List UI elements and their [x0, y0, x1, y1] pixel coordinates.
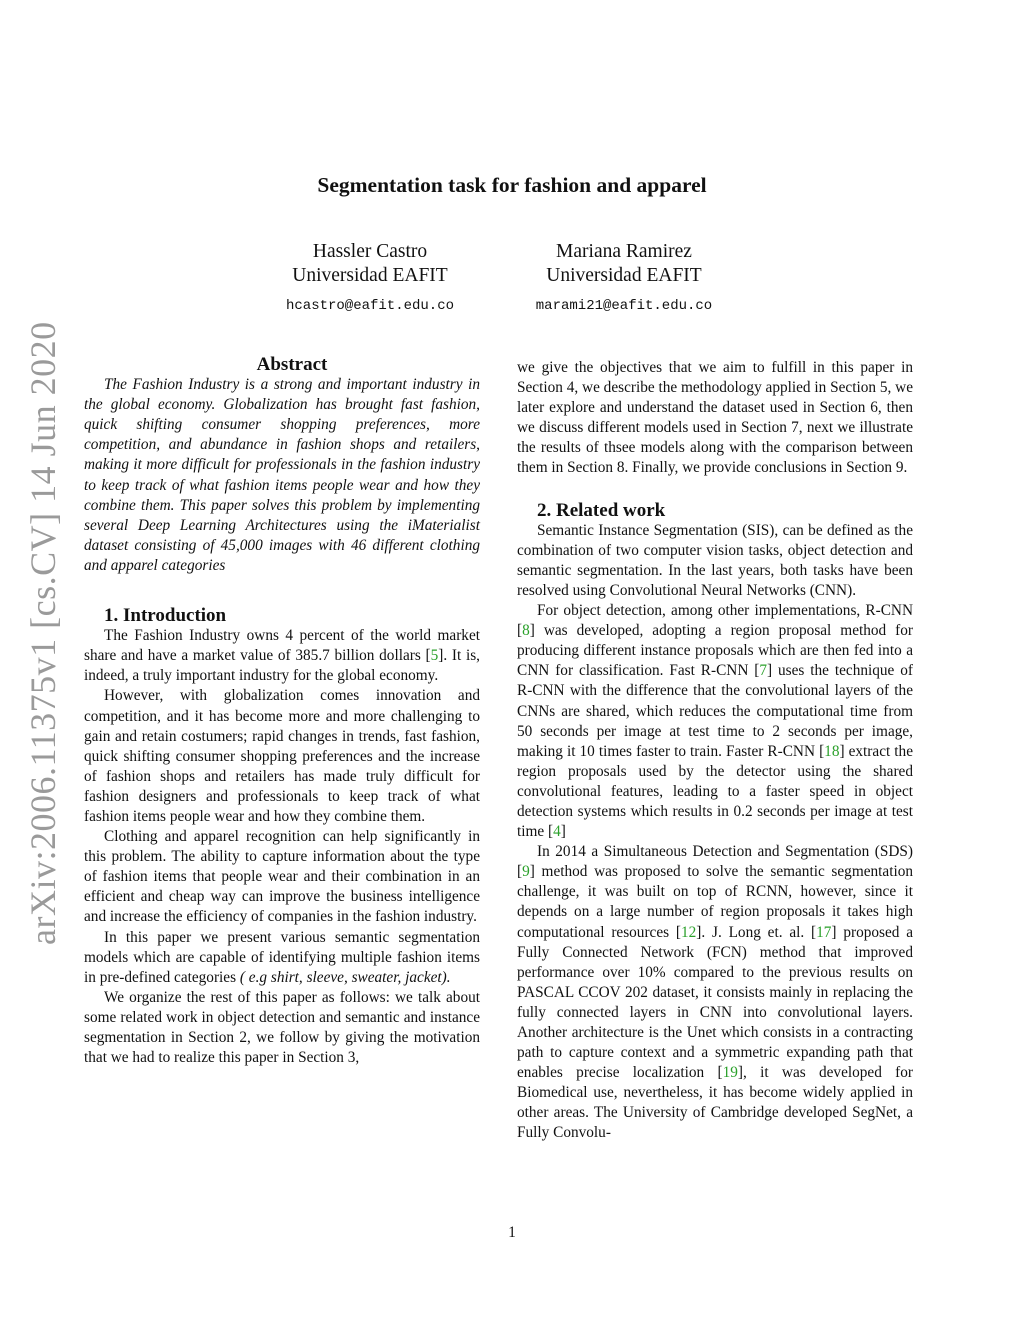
- author-affiliation: Universidad EAFIT: [546, 265, 702, 286]
- citation-link[interactable]: 8: [522, 622, 530, 640]
- intro-paragraph-3: Clothing and apparel recognition can help significantly in this problem. The ability to capture information about the type of fashion items that people wear and their combination in an efficient and cheap way can improve the business intelligence and increase the efficiency of companies in the fashion industry.: [84, 828, 480, 926]
- abstract-heading: Abstract: [256, 354, 328, 375]
- intro-paragraph-2: However, with globalization comes innovation and competition, and it has become more and more challenging to gain and retain costumers; rapid changes in trends, fast fashion, quick shifting consumer shopping preferences and the increase of fashion shops and retailers has made truly difficult for fashion designers and professionals to keep track of what fashion items people wear and how they combine them.: [84, 687, 480, 825]
- citation-link[interactable]: 7: [759, 662, 768, 680]
- author-block-2: [474, 240, 774, 318]
- author-name: Hassler Castro: [312, 241, 428, 262]
- left-column: [84, 355, 480, 1068]
- author-name: Mariana Ramirez: [556, 241, 692, 262]
- citation-link[interactable]: 4: [553, 823, 561, 841]
- citation-link[interactable]: 5: [430, 647, 439, 665]
- citation-link[interactable]: 17: [816, 923, 832, 941]
- section-heading-related-work: 2. Related work: [537, 499, 666, 521]
- intro-paragraph-5: We organize the rest of this paper as follows: we talk about some related work in object detection and semantic and instance segmentation in Section 2, we follow by giving the motivation that we had to realize this paper in Section 3,: [84, 988, 480, 1067]
- citation-link[interactable]: 19: [722, 1064, 738, 1082]
- intro-paragraph-4: In this paper we present various semantic segmentation models which are capable of identifying multiple fashion items in pre-defined categories ( e.g shirt, sleeve, sweater, jacket).: [84, 928, 480, 986]
- page-number: 1: [508, 1224, 516, 1241]
- author-affiliation: Universidad EAFIT: [292, 265, 448, 286]
- related-paragraph-1: Semantic Instance Segmentation (SIS), can be defined as the combination of two computer vision tasks, object detection and semantic segmentation. In the last years, both tasks have been resolved using Convolutional Neural Networks (CNN).: [517, 521, 913, 599]
- citation-link[interactable]: 18: [824, 742, 840, 760]
- intro-paragraph-1: The Fashion Industry owns 4 percent of the world market share and have a market value of 385.7 billion dollars [5]. It is, indeed, a truly important industry for the global economy.: [84, 627, 480, 685]
- intro-paragraph-5-continued: we give the objectives that we aim to fulfill in this paper in Section 4, we describe the methodology applied in Section 5, we later explore and understand the dataset used in Section 6, then we discuss different models used in Section 7, next we illustrate the results of thsee models along with the comparison between them in Section 8. Finally, we provide conclusions in Section 9.: [517, 359, 913, 477]
- paper-title: Segmentation task for fashion and apparel: [317, 173, 707, 197]
- right-column: [517, 358, 913, 1144]
- author-email[interactable]: marami21@eafit.edu.co: [535, 298, 713, 314]
- section-heading-introduction: 1. Introduction: [104, 605, 227, 627]
- author-email[interactable]: hcastro@eafit.edu.co: [285, 298, 455, 314]
- citation-link[interactable]: 9: [522, 863, 530, 881]
- related-paragraph-3: In 2014 a Simultaneous Detection and Segmentation (SDS) [9] method was proposed to solve the semantic segmentation challenge, it was built on top of RCNN, however, since it depends on a large number of region proposals it takes high computational resources [12]. J. Long et. al. [17] proposed a Fully Connected Network (FCN) method that improved performance over 10% compared to the previous results on PASCAL CCOV 202 dataset, it consists mainly in replacing the fully connected layers in CNN into convolutional layers. Another architecture is the Unet which consists in a contracting path to capture context and a symmetric expanding path that enables precise localization [19], it was developed for Biomedical use, nevertheless, it has become widely applied in other areas. The University of Cambridge developed SegNet, a Fully Convolu-: [517, 843, 913, 1142]
- abstract-text: The Fashion Industry is a strong and important industry in the global economy. Globalization has brought fast fashion, quick shifting consumer shopping preferences, more competition, and abundance in fashion shops and retailers, making it more difficult for professionals in the fashion industry to keep track of what fashion items people wear and how they combine them. This paper solves this problem by implementing several Deep Learning Architectures using the iMaterialist dataset consisting of 45,000 images with 46 different clothing and apparel categories: [84, 376, 480, 574]
- related-paragraph-2: For object detection, among other implementations, R-CNN [8] was developed, adopting a region proposal method for producing different instance proposals which are then fed into a CNN for classification. Fast R-CNN [7] uses the technique of R-CNN with the difference that the convolutional layers of the CNNs are shared, which reduces the computational time from 50 seconds per image at test time to 2 seconds per image, making it 10 times faster to train. Faster R-CNN [18] extract the region proposals used by the detector using the shared convolutional features, leading to a faster speed in object detection systems which results in 0.2 seconds per image at test time [4]: [517, 602, 913, 841]
- arxiv-stamp: arXiv:2006.11375v1 [cs.CV] 14 Jun 2020: [23, 321, 63, 945]
- citation-link[interactable]: 12: [680, 923, 697, 941]
